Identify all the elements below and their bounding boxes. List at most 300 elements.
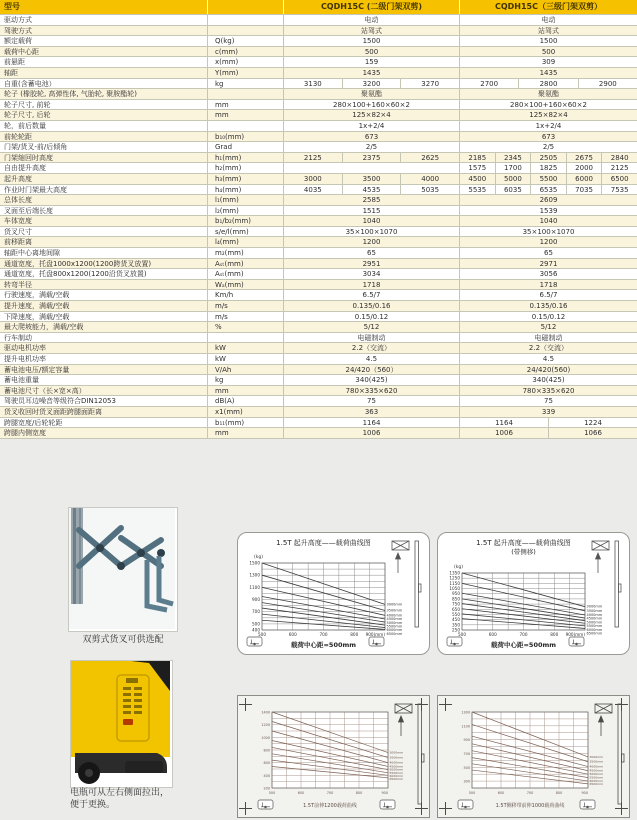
spec-value: 2375: [342, 153, 401, 163]
spec-values-b: [459, 142, 637, 152]
spec-row: [0, 227, 637, 238]
spec-value: 2/5: [365, 143, 378, 152]
spec-values-a: [283, 322, 459, 332]
spec-values-a: [283, 15, 459, 25]
spec-unit: c(mm): [207, 47, 283, 57]
spec-values-a: [283, 110, 459, 120]
spec-value: 聚氨酯: [361, 90, 382, 99]
spec-value: 电磁制动: [534, 333, 563, 342]
spec-values-b: [459, 396, 637, 406]
spec-row: [0, 79, 637, 90]
spec-value: 280×100+160×60×2: [333, 100, 410, 109]
spec-row: [0, 89, 637, 100]
registration-mark-icon: [615, 802, 628, 815]
svg-text:800: 800: [555, 791, 563, 795]
svg-text:(带侧移): (带侧移): [511, 548, 536, 556]
spec-row: [0, 174, 637, 185]
spec-unit: kW: [207, 354, 283, 364]
spec-value: 2951: [362, 259, 381, 268]
spec-value: 2840: [601, 153, 637, 163]
spec-unit: dB(A): [207, 396, 283, 406]
spec-value: 2000: [566, 163, 602, 173]
spec-value: 聚氨酯: [538, 90, 559, 99]
svg-text:850: 850: [452, 596, 460, 602]
scissor-fork-caption: 双剪式货叉可供选配: [82, 635, 164, 645]
spec-values-b: [459, 206, 637, 216]
spec-label: 驾驶员耳边噪音等级符合DIN12053: [4, 397, 116, 406]
svg-text:900: 900: [252, 597, 260, 603]
svg-text:700: 700: [326, 791, 334, 795]
spec-value: 1539: [539, 206, 558, 215]
svg-text:5500mm: 5500mm: [589, 775, 603, 780]
svg-text:4500mm: 4500mm: [589, 768, 603, 773]
svg-text:900: 900: [463, 738, 470, 743]
spec-value: 6000: [566, 174, 602, 184]
spec-row: [0, 36, 637, 47]
spec-value: 2700: [480, 79, 499, 88]
svg-text:600: 600: [497, 791, 505, 795]
svg-text:1200: 1200: [261, 723, 270, 728]
spec-value: 35×100×1070: [522, 227, 575, 236]
spec-row: [0, 26, 637, 37]
spec-row: [0, 269, 637, 280]
spec-value: 363: [364, 407, 379, 416]
spec-values-a: [283, 132, 459, 142]
spec-value: 1435: [362, 68, 381, 77]
spec-value: 3270: [400, 79, 459, 89]
registration-mark-icon: [239, 698, 252, 711]
spec-value: 4535: [342, 185, 401, 195]
spec-row: [0, 185, 637, 196]
spec-unit: h₃(mm): [207, 174, 283, 184]
spec-values-b: [459, 68, 637, 78]
spec-unit: b₁₀(mm): [207, 132, 283, 142]
spec-unit: [207, 26, 283, 36]
spec-values-b: [459, 132, 637, 142]
spec-values-b: [459, 36, 637, 46]
spec-value: 4035: [303, 185, 322, 194]
spec-unit: mm: [207, 110, 283, 120]
spec-value: 2345: [495, 153, 531, 163]
spec-value: 2800: [518, 79, 577, 89]
spec-values-a: [283, 237, 459, 247]
spec-unit: mm: [207, 386, 283, 396]
spec-value: 4000: [400, 174, 459, 184]
spec-label: 通道宽度，托盘800x1200(1200沿货叉放置): [4, 270, 147, 279]
spec-value: 1066: [548, 428, 637, 438]
spec-value: 1006: [362, 429, 381, 438]
spec-value: 673: [364, 132, 379, 141]
spec-values-a: [283, 100, 459, 110]
svg-text:450: 450: [452, 617, 460, 623]
svg-text:1.5T 起升高度——载荷曲线图: 1.5T 起升高度——载荷曲线图: [476, 539, 571, 547]
spec-values-a: [283, 121, 459, 131]
chart-svg: [238, 533, 429, 654]
spec-unit: l₄(mm): [207, 237, 283, 247]
svg-text:6500mm: 6500mm: [389, 777, 403, 781]
svg-text:600: 600: [263, 761, 270, 766]
spec-unit: Y(mm): [207, 68, 283, 78]
svg-text:1300: 1300: [249, 572, 260, 578]
header-model-label: 型号: [4, 2, 20, 11]
svg-text:600: 600: [288, 632, 297, 637]
spec-label: 转弯半径: [4, 280, 32, 289]
spec-value: 5535: [468, 185, 487, 194]
spec-value: 1575: [468, 164, 487, 173]
fork-icon: [369, 637, 384, 646]
spec-value: 1200: [362, 238, 381, 247]
spec-value: 5/12: [363, 323, 380, 332]
load-curve-chart-sideshift: [437, 532, 630, 655]
spec-label: 自由提升高度: [4, 164, 46, 173]
spec-label: 蓄电池尺寸（长×宽×高）: [4, 386, 86, 395]
spec-value: 65: [544, 249, 553, 258]
spec-value: 3200: [342, 79, 401, 89]
spec-values-b: [459, 290, 637, 300]
spec-values-b: [459, 216, 637, 226]
spec-unit: Q(kg): [207, 36, 283, 46]
svg-text:700: 700: [319, 632, 328, 637]
fork-icon: [447, 637, 462, 646]
spec-values-a: [283, 79, 459, 89]
spec-values-a: [283, 269, 459, 279]
spec-row: [0, 100, 637, 111]
svg-text:5500mm: 5500mm: [386, 624, 403, 629]
fork-icon: [580, 800, 595, 809]
svg-text:300: 300: [463, 779, 470, 784]
spec-value: 65: [367, 249, 376, 258]
spec-unit: l₂(mm): [207, 206, 283, 216]
spec-values-a: [283, 216, 459, 226]
svg-text:800: 800: [355, 791, 363, 795]
spec-row: [0, 259, 637, 270]
spec-values-a: [283, 36, 459, 46]
svg-text:700: 700: [463, 751, 470, 756]
spec-unit: mm: [207, 428, 283, 438]
spec-values-b: [459, 185, 637, 195]
spec-value: 6.5/7: [539, 291, 558, 300]
spec-value: 1164: [362, 418, 381, 427]
fork-icon: [458, 800, 473, 809]
spec-value: 0.135/0.16: [352, 302, 391, 311]
spec-label: 前轮轮距: [4, 132, 32, 141]
spec-value: 125×82×4: [352, 111, 391, 120]
spec-label: 轮子尺寸, 前轮: [4, 100, 51, 109]
svg-text:600: 600: [297, 791, 305, 795]
svg-text:500: 500: [463, 765, 470, 770]
svg-text:6500mm: 6500mm: [589, 782, 603, 787]
spec-row: [0, 57, 637, 68]
spec-unit: x1(mm): [207, 407, 283, 417]
spec-values-a: [283, 333, 459, 343]
spec-label: 车体宽度: [4, 217, 32, 226]
svg-text:1100: 1100: [461, 724, 470, 729]
spec-value: 780×335×620: [345, 386, 398, 395]
svg-text:5000mm: 5000mm: [386, 620, 403, 625]
spec-label: 轮，前后数量: [4, 121, 46, 130]
spec-value: 339: [541, 407, 556, 416]
spec-values-b: [459, 301, 637, 311]
spec-value: 5000: [495, 174, 531, 184]
spec-values-b: [459, 322, 637, 332]
spec-value: 1x+2/4: [358, 121, 385, 130]
spec-label: 载荷中心距: [4, 47, 39, 56]
spec-value: 4.5: [542, 355, 555, 363]
spec-label: 跨腿宽度/后轮轮距: [4, 418, 63, 427]
fork-icon: [380, 800, 395, 809]
spec-value: 2505: [530, 153, 566, 163]
spec-label: 货叉收回时货叉面距跨腿面距离: [4, 407, 102, 416]
svg-text:200: 200: [263, 786, 270, 791]
spec-values-b: [459, 269, 637, 279]
header-variant-b: CQDH15C（三级门架双剪）: [459, 0, 637, 14]
spec-label: 最大爬坡能力，满载/空载: [4, 323, 84, 332]
spec-values-b: [459, 237, 637, 247]
spec-label: 自重(含蓄电池）: [4, 79, 56, 88]
spec-label: 总体长度: [4, 196, 32, 205]
spec-label: 轮子尺寸, 后轮: [4, 111, 51, 120]
spec-row: [0, 121, 637, 132]
svg-text:4000mm: 4000mm: [386, 613, 403, 618]
spec-row: [0, 237, 637, 248]
spec-label: 货叉尺寸: [4, 227, 32, 236]
spec-unit: [207, 121, 283, 131]
spec-row: [0, 301, 637, 312]
spec-values-b: [459, 418, 637, 428]
svg-text:350: 350: [452, 622, 460, 628]
spec-value: 电动: [541, 16, 556, 24]
svg-text:5000mm: 5000mm: [389, 767, 403, 772]
spec-values-b: [459, 386, 637, 396]
spec-value: 5500: [530, 174, 566, 184]
spec-values-a: [283, 418, 459, 428]
registration-mark-icon: [239, 802, 252, 815]
spec-values-a: [283, 185, 459, 195]
spec-values-b: [459, 280, 637, 290]
spec-unit: Km/h: [207, 290, 283, 300]
spec-value: 1224: [548, 418, 637, 428]
fork-icon: [247, 637, 262, 646]
svg-text:1250: 1250: [449, 575, 460, 581]
svg-text:(kg): (kg): [454, 565, 463, 570]
spec-values-a: [283, 174, 459, 184]
svg-text:500: 500: [258, 632, 266, 637]
spec-unit: [207, 333, 283, 343]
svg-text:900: 900: [381, 791, 388, 795]
spec-value: 35×100×1070: [345, 227, 398, 236]
svg-text:800: 800: [263, 748, 270, 753]
svg-text:5000mm: 5000mm: [586, 620, 603, 625]
spec-value: 6.5/7: [362, 291, 381, 300]
spec-unit: b₁₁(mm): [207, 418, 283, 428]
svg-text:1350: 1350: [449, 570, 460, 576]
spec-values-a: [283, 47, 459, 57]
spec-value: 7035: [566, 185, 602, 195]
spec-values-a: [283, 280, 459, 290]
svg-text:250: 250: [452, 627, 460, 633]
spec-unit: V/Ah: [207, 365, 283, 375]
spec-value: 309: [541, 58, 556, 67]
spec-values-b: [459, 195, 637, 205]
registration-mark-icon: [615, 698, 628, 711]
spec-value: 340(425): [355, 376, 388, 385]
spec-row: [0, 280, 637, 291]
spec-value: 2.2（交流）: [351, 344, 392, 353]
svg-text:900(mm): 900(mm): [565, 632, 585, 637]
spec-value: 75: [544, 397, 553, 406]
spec-value: 站驾式: [538, 26, 559, 35]
spec-values-a: [283, 57, 459, 67]
spec-row: [0, 428, 637, 439]
spec-label: 蓄电池重量: [4, 376, 39, 385]
load-curve-blueprint-reach: [237, 695, 430, 818]
spec-row: [0, 312, 637, 323]
spec-values-b: [459, 248, 637, 258]
battery-photo: [70, 660, 173, 788]
svg-text:750: 750: [452, 601, 460, 607]
spec-values-b: [459, 312, 637, 322]
spec-unit: Wₐ(mm): [207, 280, 283, 290]
spec-unit: [207, 15, 283, 25]
spec-value: 站驾式: [361, 26, 382, 35]
svg-text:700: 700: [252, 609, 260, 615]
spec-values-b: [459, 15, 637, 25]
spec-value: 1200: [539, 238, 558, 247]
spec-value: 2675: [566, 153, 602, 163]
battery-caption-line1: 电瓶可从左右侧面拉出，: [70, 788, 170, 798]
spec-value: 3500: [342, 174, 401, 184]
spec-value: 5035: [400, 185, 459, 195]
spec-values-b: [459, 26, 637, 36]
spec-values-a: [283, 375, 459, 385]
header-unit-column: [207, 0, 283, 14]
spec-value: 159: [364, 58, 379, 67]
spec-value: 2125: [303, 153, 322, 162]
spec-unit: kW: [207, 343, 283, 353]
spec-value: 1515: [362, 206, 381, 215]
spec-value: 6500: [601, 174, 637, 184]
svg-text:6500mm: 6500mm: [586, 631, 603, 636]
spec-unit: h₄(mm): [207, 185, 283, 195]
spec-unit: h₂(mm): [207, 163, 283, 173]
spec-unit: m₂(mm): [207, 248, 283, 258]
svg-text:3500mm: 3500mm: [386, 608, 403, 613]
spec-value: 280×100+160×60×2: [510, 100, 587, 109]
spec-values-a: [283, 301, 459, 311]
spec-value: [284, 163, 459, 173]
spec-values-b: [459, 121, 637, 131]
spec-row: [0, 153, 637, 164]
spec-label: 起升高度: [4, 174, 32, 183]
spec-values-b: [459, 89, 637, 99]
spec-values-b: [459, 47, 637, 57]
svg-text:500: 500: [268, 791, 276, 795]
chart-svg: [438, 533, 629, 654]
spec-values-b: [459, 354, 637, 364]
svg-text:4500mm: 4500mm: [389, 764, 403, 769]
spec-label: 驱动电机功率: [4, 344, 46, 353]
svg-text:1150: 1150: [449, 580, 460, 586]
spec-values-a: [283, 354, 459, 364]
spec-label: 行驶速度，满载/空载: [4, 291, 70, 300]
spec-value: 2185: [468, 153, 487, 162]
svg-text:6000mm: 6000mm: [386, 628, 403, 633]
spec-row: [0, 206, 637, 217]
spec-value: 673: [541, 132, 556, 141]
spec-values-a: [283, 428, 459, 438]
fork-icon: [258, 800, 273, 809]
scissor-fork-photo: [68, 507, 178, 632]
spec-value: 2971: [539, 259, 558, 268]
spec-row: [0, 365, 637, 376]
spec-value: 780×335×620: [522, 386, 575, 395]
svg-text:6000mm: 6000mm: [586, 627, 603, 632]
spec-unit: kg: [207, 375, 283, 385]
spec-row: [0, 195, 637, 206]
svg-text:700: 700: [526, 791, 534, 795]
spec-row: [0, 142, 637, 153]
spec-label: 门架缩回时高度: [4, 153, 53, 162]
spec-value: 1435: [539, 68, 558, 77]
spec-values-b: [459, 79, 637, 89]
load-curve-blueprint-sideshift-reach: [437, 695, 630, 818]
registration-mark-icon: [439, 802, 452, 815]
spec-row: [0, 110, 637, 121]
svg-text:1.5T前伸1200载荷曲线: 1.5T前伸1200载荷曲线: [303, 803, 357, 809]
spec-unit: Aₛₜ(mm): [207, 259, 283, 269]
spec-values-a: [283, 227, 459, 237]
spec-values-a: [283, 26, 459, 36]
svg-text:载荷中心距=500mm: 载荷中心距=500mm: [290, 641, 357, 649]
svg-text:3500mm: 3500mm: [589, 759, 603, 764]
spec-row: [0, 407, 637, 418]
spec-values-a: [283, 153, 459, 163]
spec-row: [0, 163, 637, 174]
spec-value: 1x+2/4: [535, 121, 562, 130]
spec-values-a: [283, 259, 459, 269]
spec-label: 轴距: [4, 68, 18, 77]
spec-value: 500: [541, 47, 556, 56]
spec-label: 前移距离: [4, 238, 32, 247]
spec-values-b: [459, 343, 637, 353]
spec-values-a: [283, 396, 459, 406]
spec-values-b: [459, 375, 637, 385]
battery-caption: [70, 788, 220, 811]
spec-row: [0, 386, 637, 397]
svg-text:4000mm: 4000mm: [586, 612, 603, 617]
spec-value: 2609: [539, 196, 558, 205]
svg-text:800: 800: [350, 632, 359, 637]
spec-values-a: [283, 407, 459, 417]
registration-mark-icon: [439, 698, 452, 711]
spec-values-b: [459, 163, 637, 173]
svg-text:700: 700: [519, 632, 528, 637]
spec-value: 电磁制动: [357, 333, 386, 342]
spec-value: 24/420(560): [526, 365, 571, 374]
spec-values-b: [459, 428, 637, 438]
svg-text:400: 400: [263, 773, 270, 778]
spec-unit: h₁(mm): [207, 153, 283, 163]
spec-row: [0, 354, 637, 365]
svg-text:4000mm: 4000mm: [589, 764, 603, 769]
spec-value: 0.15/0.12: [531, 312, 566, 321]
spec-value: 2625: [400, 153, 459, 163]
spec-row: [0, 47, 637, 58]
spec-values-b: [459, 153, 637, 163]
spec-value: 2/5: [542, 143, 555, 152]
spec-row: [0, 290, 637, 301]
spec-unit: s/e/l(mm): [207, 227, 283, 237]
